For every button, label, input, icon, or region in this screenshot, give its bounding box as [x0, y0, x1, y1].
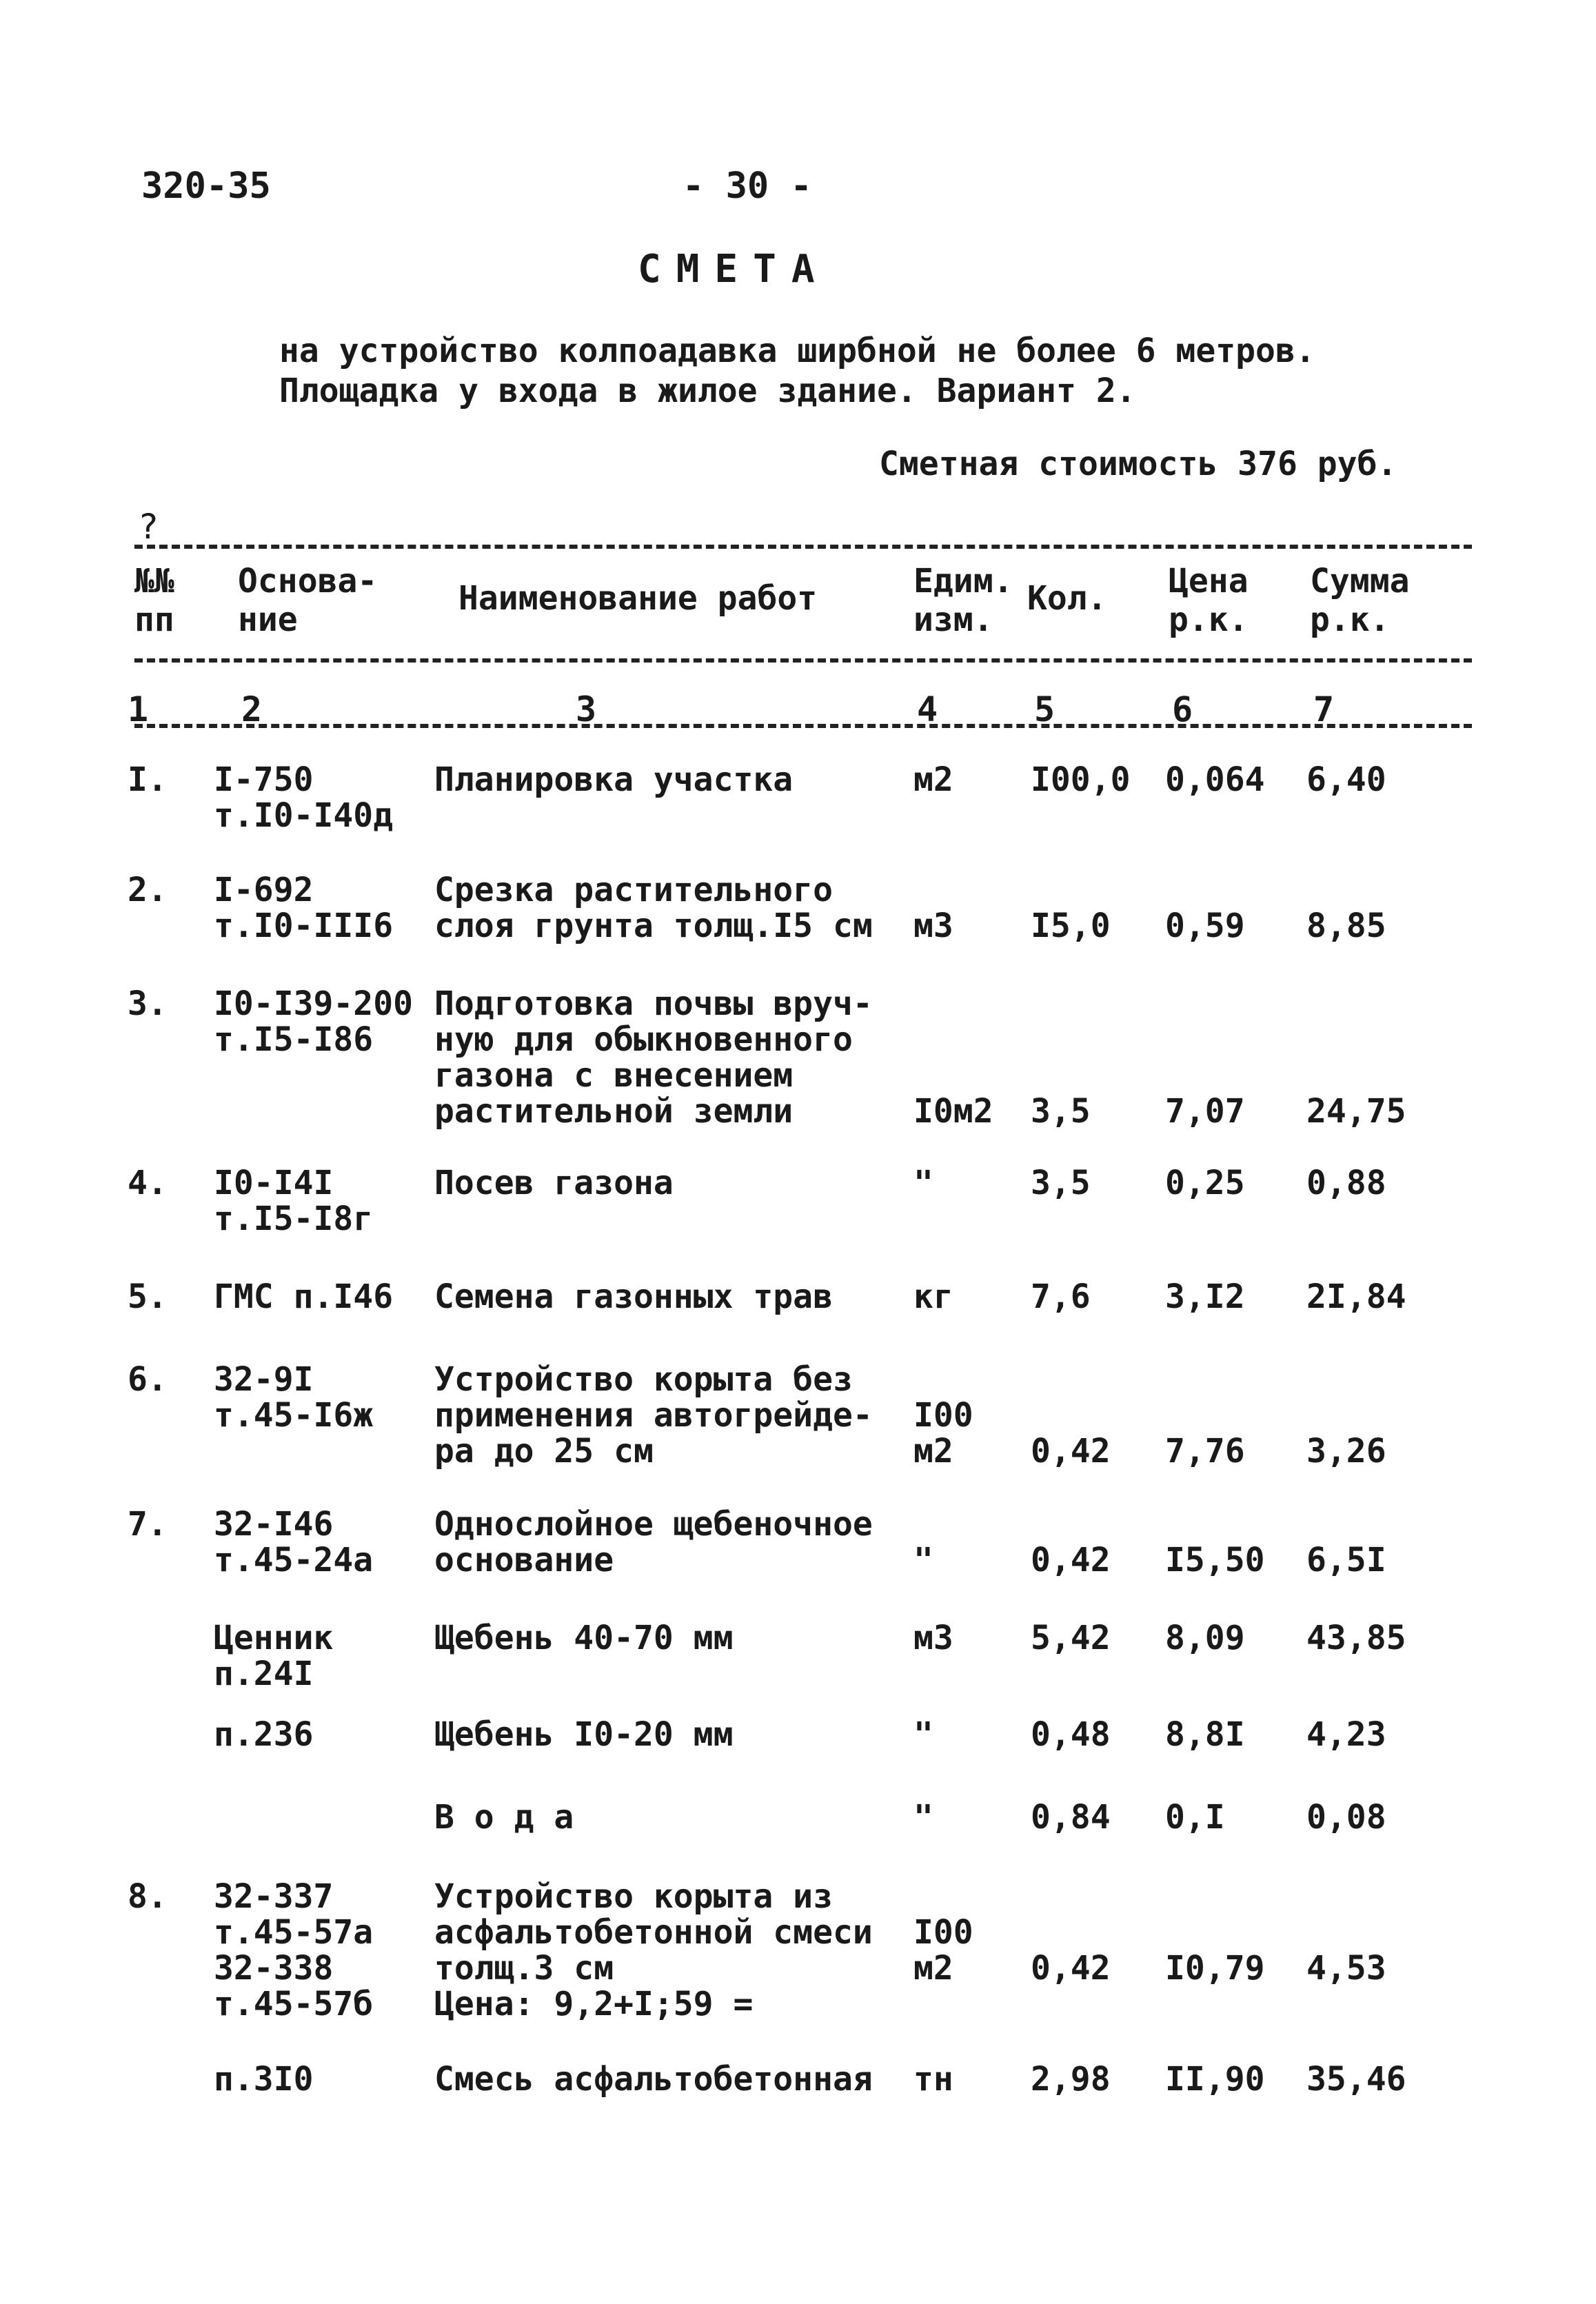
header-num: №№ пп [134, 562, 174, 639]
row-quantity: 0,42 [1031, 1949, 1111, 1988]
row-price: I5,50 [1165, 1541, 1265, 1579]
header-sum: Сумма р.к. [1310, 562, 1410, 639]
row-sum: 0,88 [1306, 1164, 1386, 1202]
row-work-name: Смесь асфальтобетонная [434, 2060, 873, 2099]
row-sum: 24,75 [1306, 1092, 1406, 1131]
row-basis: I0-I4I т.I5-I8г [214, 1164, 374, 1238]
row-unit: " [913, 1715, 933, 1754]
row-sum: 0,08 [1306, 1798, 1386, 1837]
header-name: Наименование работ [458, 579, 818, 618]
row-work-name: Планировка участка [434, 760, 794, 799]
estimated-cost: Сметная стоимость 376 руб. [879, 445, 1397, 483]
row-price: II,90 [1165, 2060, 1265, 2099]
document-title: СМЕТА [638, 247, 830, 292]
row-number: 5. [128, 1277, 168, 1316]
row-quantity: I00,0 [1031, 760, 1131, 799]
row-basis: п.3I0 [214, 2060, 314, 2099]
row-basis: 32-I46 т.45-24а [214, 1505, 374, 1579]
row-quantity: 3,5 [1031, 1092, 1091, 1131]
row-price: 0,064 [1165, 760, 1265, 799]
column-number: 2 [241, 689, 263, 729]
row-sum: 2I,84 [1306, 1277, 1406, 1316]
row-number: 6. [128, 1360, 168, 1399]
row-work-name: Устройство корыта без применения автогрейде- ра до 25 см [434, 1360, 873, 1471]
row-price: 7,76 [1165, 1432, 1245, 1471]
row-quantity: 0,42 [1031, 1432, 1111, 1471]
column-number: 7 [1313, 689, 1335, 729]
row-price: 0,59 [1165, 907, 1245, 945]
row-price: 7,07 [1165, 1092, 1245, 1131]
column-number: 3 [576, 689, 597, 729]
row-quantity: 0,84 [1031, 1798, 1111, 1837]
row-price: I0,79 [1165, 1949, 1265, 1988]
row-price: 0,I [1165, 1798, 1225, 1837]
header-unit: Едим. изм. [913, 562, 1013, 639]
row-sum: 8,85 [1306, 907, 1386, 945]
row-price: 8,09 [1165, 1619, 1245, 1657]
row-quantity: 7,6 [1031, 1277, 1091, 1316]
row-work-name: Подготовка почвы вруч- ную для обыкновенного газона с внесением растительной земли [434, 984, 873, 1131]
row-number: 7. [128, 1505, 168, 1544]
row-basis: 32-9I т.45-I6ж [214, 1360, 374, 1435]
row-unit: м3 [913, 1619, 953, 1657]
document-subtitle [279, 331, 1315, 411]
row-quantity: I5,0 [1031, 907, 1111, 945]
row-price: 0,25 [1165, 1164, 1245, 1202]
row-work-name: Щебень 40-70 мм [434, 1619, 734, 1657]
row-basis: Ценник п.24I [214, 1619, 334, 1693]
row-sum: 6,5I [1306, 1541, 1386, 1579]
row-sum: 4,53 [1306, 1949, 1386, 1988]
row-work-name: В о д а [434, 1798, 574, 1837]
row-work-name: Устройство корыта из асфальтобетонной смеси толщ.3 см Цена: 9,2+I;59 = [434, 1877, 873, 2023]
row-unit: I00 м2 [913, 1396, 973, 1471]
row-basis: I-750 т.I0-I40д [214, 760, 394, 835]
row-unit: кг [913, 1277, 953, 1316]
row-basis: ГМС п.I46 [214, 1277, 394, 1316]
header-bottom-rule [134, 658, 1472, 663]
row-basis: I0-I39-200 т.I5-I86 [214, 984, 413, 1059]
subtitle-line-1: на устройство колпоадавка ширбной не более 6 метров. [279, 332, 1315, 370]
row-sum: 4,23 [1306, 1715, 1386, 1754]
table-top-rule [134, 545, 1472, 549]
row-work-name: Однослойное щебеночное основание [434, 1505, 873, 1579]
row-number: 4. [128, 1164, 168, 1202]
row-quantity: 0,48 [1031, 1715, 1111, 1754]
row-sum: 3,26 [1306, 1432, 1386, 1471]
row-work-name: Семена газонных трав [434, 1277, 833, 1316]
column-number: 4 [917, 689, 938, 729]
row-sum: 35,46 [1306, 2060, 1406, 2099]
row-quantity: 5,42 [1031, 1619, 1111, 1657]
row-number: I. [128, 760, 168, 799]
row-price: 3,I2 [1165, 1277, 1245, 1316]
row-sum: 43,85 [1306, 1619, 1406, 1657]
row-unit: м2 [913, 760, 953, 799]
row-basis: п.236 [214, 1715, 314, 1754]
row-basis: I-692 т.I0-III6 [214, 871, 394, 945]
column-number: 5 [1034, 689, 1055, 729]
row-unit: м3 [913, 907, 953, 945]
row-quantity: 0,42 [1031, 1541, 1111, 1579]
header-basis: Основа- ние [238, 562, 378, 639]
row-basis: 32-337 т.45-57а 32-338 т.45-57б [214, 1877, 374, 2023]
row-work-name: Срезка растительного слоя грунта толщ.I5 см [434, 871, 873, 945]
row-unit: " [913, 1164, 933, 1202]
document-code: 320-35 [141, 165, 271, 207]
column-number: 1 [128, 689, 149, 729]
row-number: 8. [128, 1877, 168, 1916]
row-work-name: Посев газона [434, 1164, 674, 1202]
column-number-rule [134, 724, 1472, 728]
header-price: Цена р.к. [1169, 562, 1249, 639]
corner-mark: ? [138, 507, 159, 547]
page-number: - 30 - [683, 165, 812, 207]
row-unit: " [913, 1541, 933, 1579]
row-number: 2. [128, 871, 168, 909]
row-work-name: Щебень I0-20 мм [434, 1715, 734, 1754]
row-unit: тн [913, 2060, 953, 2099]
row-quantity: 3,5 [1031, 1164, 1091, 1202]
row-unit: I0м2 [913, 1092, 993, 1131]
row-unit: I00 м2 [913, 1913, 973, 1988]
row-sum: 6,40 [1306, 760, 1386, 799]
row-number: 3. [128, 984, 168, 1023]
subtitle-line-2: Площадка у входа в жилое здание. Вариант 2. [279, 372, 1136, 410]
row-price: 8,8I [1165, 1715, 1245, 1754]
row-unit: " [913, 1798, 933, 1837]
column-number: 6 [1172, 689, 1193, 729]
header-qty: Кол. [1027, 579, 1107, 618]
row-quantity: 2,98 [1031, 2060, 1111, 2099]
